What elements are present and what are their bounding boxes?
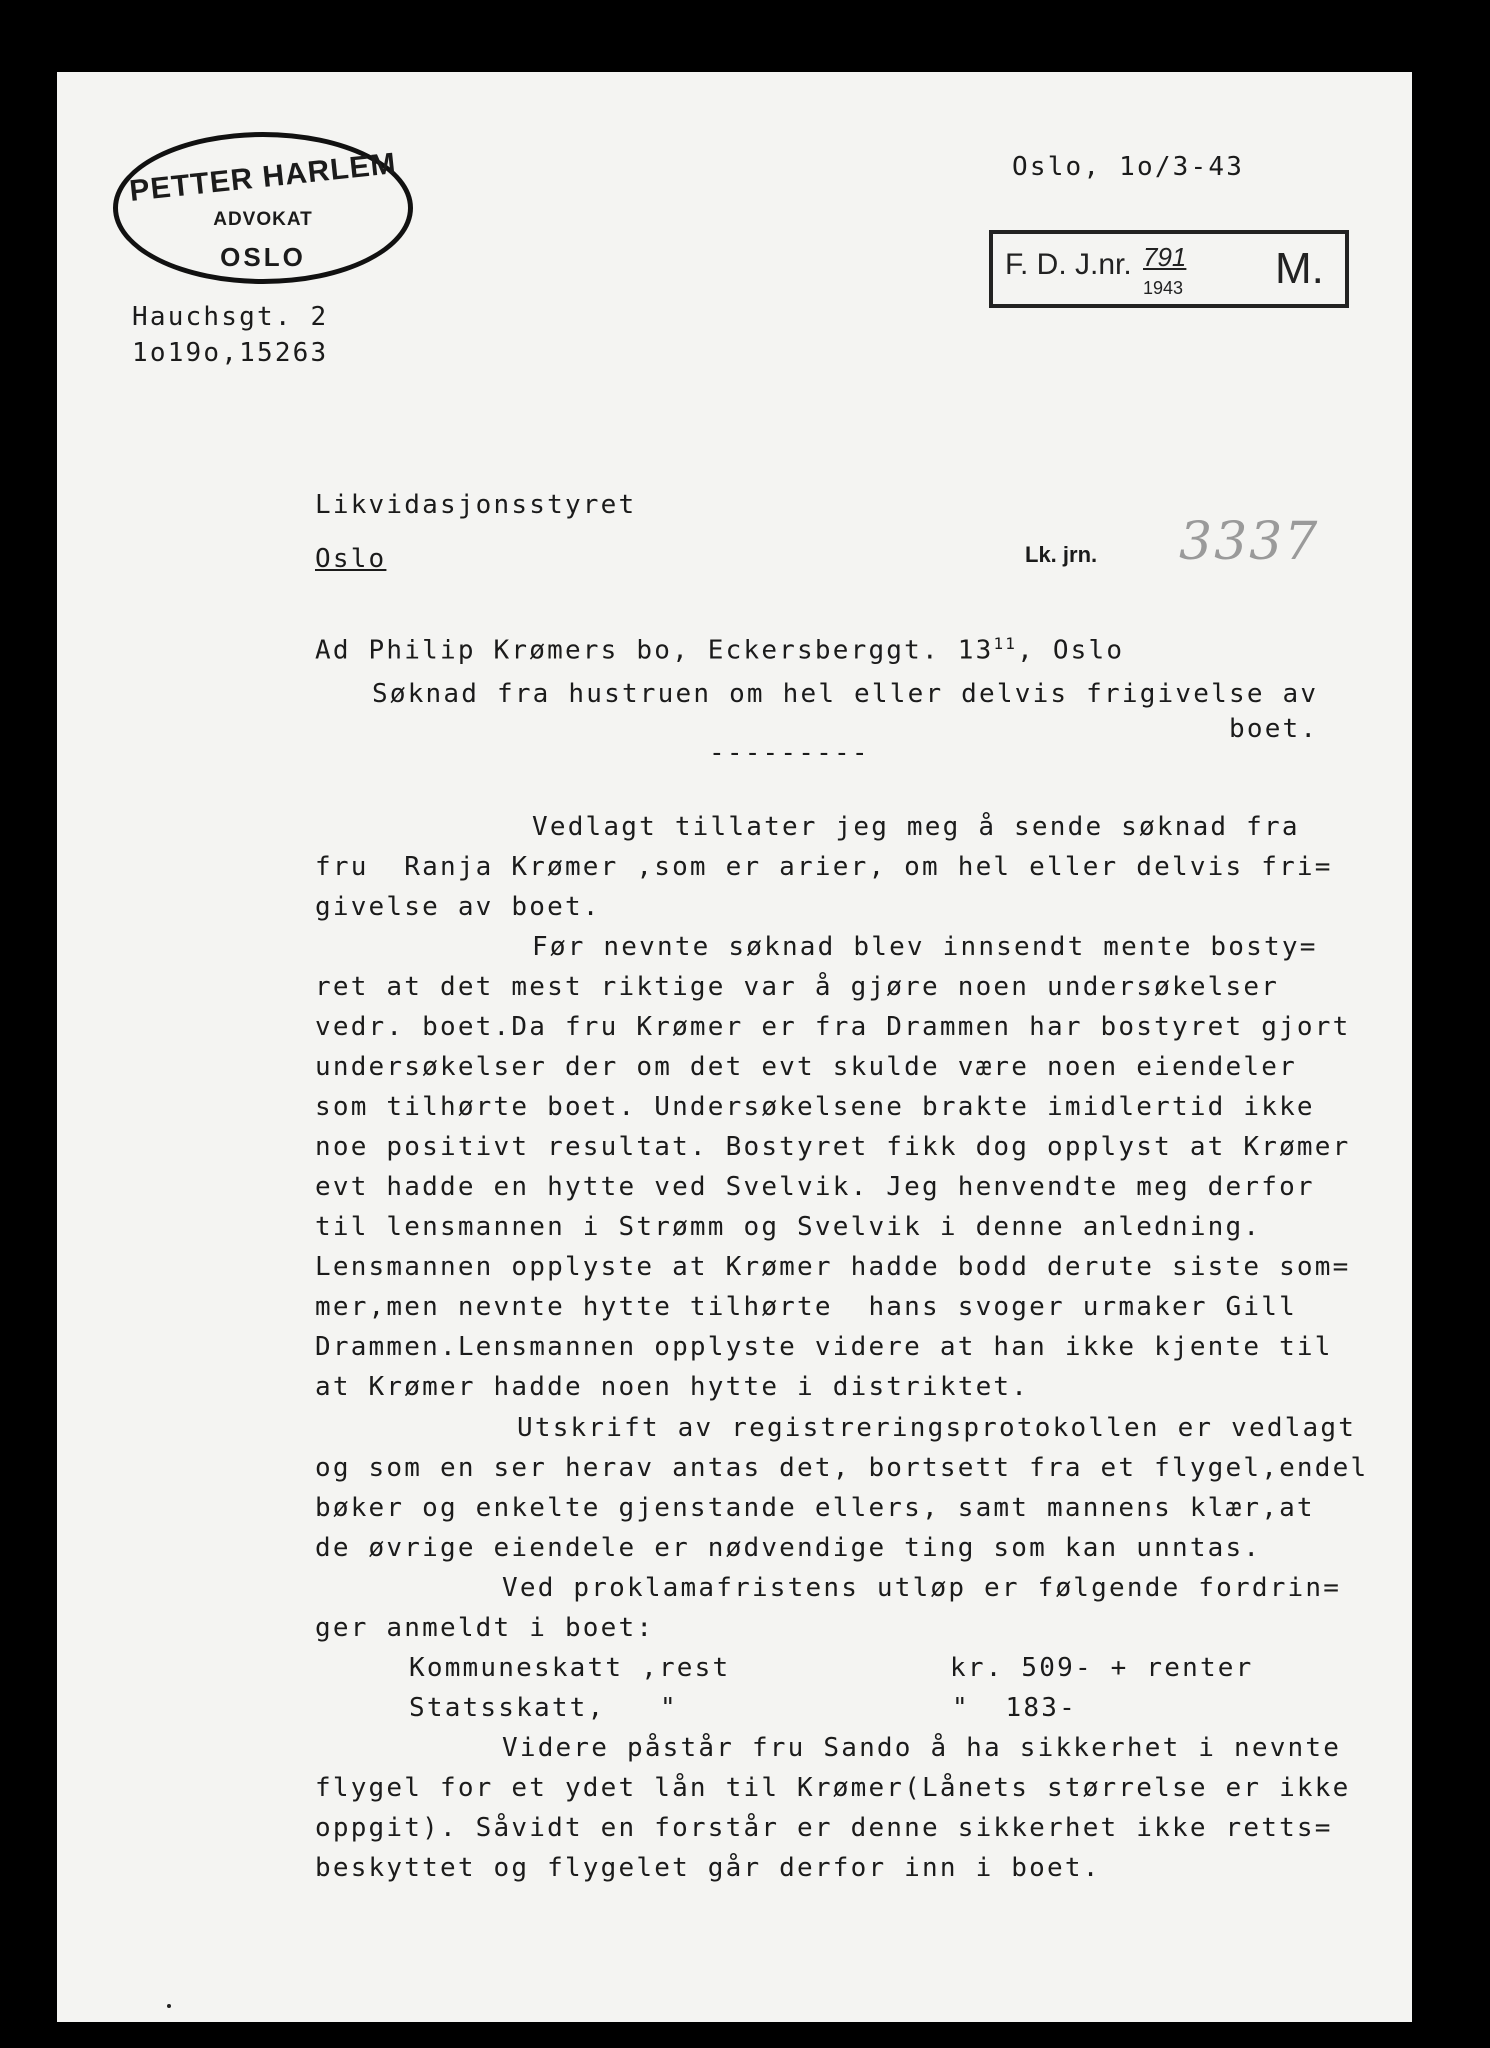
body-line: Lensmannen opplyste at Krømer hadde bodd derute siste som=: [315, 1252, 1351, 1282]
letter-date: Oslo, 1o/3-43: [1012, 152, 1245, 182]
claim-label: Kommuneskatt ,rest: [409, 1653, 731, 1683]
claim-amount: " 183-: [952, 1693, 1077, 1723]
body-line: Utskrift av registreringsprotokollen er vedlagt: [517, 1413, 1357, 1443]
subject-line-3: boet.: [1229, 714, 1319, 744]
registry-year: 1943: [1143, 278, 1184, 298]
body-line: Videre påstår fru Sando å ha sikkerhet i nevnte: [502, 1733, 1342, 1763]
sender-phone: 1o19o,15263: [132, 338, 329, 368]
ink-speck: [167, 2004, 171, 2008]
sender-address: Hauchsgt. 2: [132, 302, 329, 332]
body-line: vedr. boet.Da fru Krømer er fra Drammen har bostyret gjort: [315, 1012, 1351, 1042]
subject-rule: ---------: [709, 738, 870, 768]
recipient-name: Likvidasjonsstyret: [315, 490, 637, 520]
body-line: noe positivt resultat. Bostyret fikk dog opplyst at Krømer: [315, 1132, 1351, 1162]
journal-number: 3337: [1179, 512, 1320, 572]
body-line: Før nevnte søknad blev innsendt mente bosty=: [532, 932, 1318, 962]
subject-line: [315, 636, 1124, 664]
body-line: Ved proklamafristens utløp er følgende fordrin=: [502, 1573, 1342, 1603]
body-line: oppgit). Såvidt en forstår er denne sikkerhet ikke retts=: [315, 1813, 1333, 1843]
body-line: beskyttet og flygelet går derfor inn i boet.: [315, 1853, 1101, 1883]
recipient-city: Oslo: [315, 544, 387, 574]
subject-end: , Oslo: [1017, 635, 1125, 666]
subject-sup: 11: [993, 634, 1018, 653]
registry-label: F. D. J.nr.: [1005, 248, 1132, 281]
lawyer-stamp: [113, 132, 413, 284]
body-line: ret at det mest riktige var å gjøre noen undersøkelser: [315, 972, 1280, 1002]
registry-letter: M.: [1275, 244, 1324, 293]
body-line: flygel for et ydet lån til Krømer(Lånets størrelse er ikke: [315, 1773, 1351, 1803]
ditto-mark: ": [660, 1693, 678, 1723]
body-line: til lensmannen i Strømm og Svelvik i denne anledning.: [315, 1212, 1262, 1242]
claim-label: Statsskatt,: [409, 1693, 606, 1723]
registry-number: 791: [1143, 242, 1187, 272]
body-line: Drammen.Lensmannen opplyste videre at han ikke kjente til: [315, 1332, 1333, 1362]
body-line: mer,men nevnte hytte tilhørte hans svoger urmaker Gill: [315, 1292, 1297, 1322]
stamp-city: OSLO: [220, 242, 306, 272]
body-line: bøker og enkelte gjenstande ellers, samt mannens klær,at: [315, 1493, 1315, 1523]
body-line: evt hadde en hytte ved Svelvik. Jeg henvendte meg derfor: [315, 1172, 1315, 1202]
body-line: givelse av boet.: [315, 892, 601, 922]
body-line: undersøkelser der om det evt skulde være noen eiendeler: [315, 1052, 1297, 1082]
body-line: som tilhørte boet. Undersøkelsene brakte imidlertid ikke: [315, 1092, 1315, 1122]
letter-page: [57, 72, 1412, 2022]
claim-amount: kr. 509- + renter: [950, 1653, 1254, 1683]
body-line: Vedlagt tillater jeg meg å sende søknad fra: [532, 812, 1300, 842]
stamp-title: ADVOKAT: [213, 209, 313, 230]
subject-line-2: Søknad fra hustruen om hel eller delvis frigivelse av: [372, 679, 1319, 709]
registry-stamp: [989, 230, 1349, 308]
body-line: de øvrige eiendele er nødvendige ting som kan unntas.: [315, 1533, 1262, 1563]
body-line: og som en ser herav antas det, bortsett fra et flygel,endel: [315, 1453, 1369, 1483]
subject-text: Ad Philip Krømers bo, Eckersberggt. 13: [315, 635, 994, 666]
journal-label: Lk. jrn.: [1025, 542, 1098, 567]
stamp-name: PETTER HARLEM: [127, 147, 398, 208]
body-line: at Krømer hadde noen hytte i distriktet.: [315, 1372, 1030, 1402]
body-line: fru Ranja Krømer ,som er arier, om hel eller delvis fri=: [315, 852, 1333, 882]
body-line: ger anmeldt i boet:: [315, 1613, 655, 1643]
